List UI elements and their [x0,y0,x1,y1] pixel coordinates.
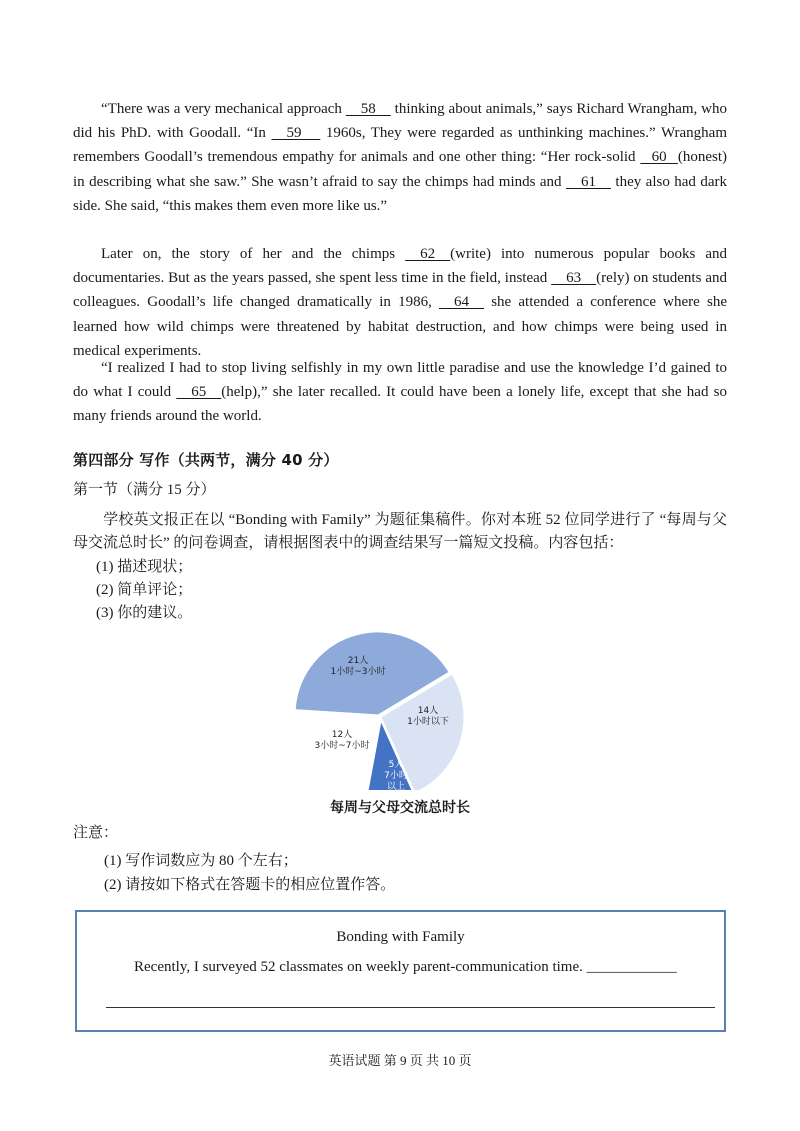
pie-range-label: 3小时~7小时 [314,741,370,751]
pie-range-label: 7小时 [384,771,408,781]
blank-61[interactable]: 61 [565,173,611,190]
text: (honest) in describing what she saw.” She wasn’t afraid to say the chimps had minds and [73,149,727,190]
pie-range-label: 1小时以下 [407,717,449,727]
text: thinking about animals,” says Richard Wrangham, who did his PhD. with Goodall. “In [73,101,727,142]
writing-prompt [73,509,727,555]
pie-count-label: 14人 [417,706,439,716]
answer-line[interactable] [106,1007,715,1008]
blank-59[interactable]: 59 [271,125,321,142]
prompt-text: 学校英文报正在以 “Bonding with Family” 为题征集稿件。你对本班 52 位同学进行了 “每周与父母交流总时长” 的问卷调查，请根据图表中的调查结果写一篇短文投稿。内容包括： [73,512,727,551]
passage-paragraph-2 [73,242,727,363]
chart-title: 每周与父母交流总时长 [330,800,470,816]
text: Later on, the story of her and the chimps [101,246,406,262]
list-item: (1) 描述现状； [96,559,193,575]
text: (help),” she later recalled. It could have been a lonely life, except that she had so many friends around the world. [73,384,727,425]
blank-60[interactable]: 60 [640,149,678,166]
text: 1960s, They were regarded as unthinking machines.” Wrangham remembers Goodall’s tremendous empathy for animals and one other thing: “Her rock-solid [73,125,728,166]
list-item: (2) 简单评论； [96,582,193,598]
pie-count-label: 12人 [331,730,353,740]
pie-count-label: 5人 [388,760,404,770]
notes-title: 注意： [73,825,119,841]
pie-chart [290,620,470,790]
section-title: 第四部分 写作（共两节，满分 40 分） [73,451,339,469]
answer-box [75,910,726,1032]
text: they also had dark side. She said, “this makes them even more like us.” [73,173,727,214]
blank-58[interactable]: 58 [345,101,391,117]
opening-text: Recently, I surveyed 52 classmates on weekly parent-communication time. [134,959,587,975]
pie-chart-svg [290,620,470,790]
page-footer: 英语试题 第 9 页 共 10 页 [328,1053,472,1068]
text: (rely) on students and colleagues. Goodall’s life changed dramatically in 1986, [73,270,727,311]
blank-63[interactable]: 63 [551,270,597,287]
pie-count-label: 21人 [347,656,369,666]
list-item: (3) 你的建议。 [96,605,193,621]
note-item: (2) 请按如下格式在答题卡的相应位置作答。 [104,877,396,893]
text: (write) into numerous popular books and documentaries. But as the years passed, she spent less time in the field, instead [73,246,727,287]
blank-64[interactable]: 64 [439,294,485,311]
answer-box-title: Bonding with Family [336,929,465,945]
answer-opening [134,959,677,976]
blank-65[interactable]: 65 [176,384,222,401]
blank-62[interactable]: 62 [405,246,451,262]
pie-range-label: 以上 [386,782,406,790]
passage-paragraph-3 [73,356,727,429]
part-title: 第一节（满分 15 分） [73,482,216,498]
passage-paragraph-1 [73,97,727,218]
note-item: (1) 写作词数应为 80 个左右； [104,853,298,869]
text: “I realized I had to stop living selfishly in my own little paradise and use the knowledge I’d gained to do what I could [73,360,727,401]
answer-blank[interactable]: ____________ [586,959,677,975]
text: she attended a conference where she learned how wild chimps were threatened by habitat destruction, and how chimps were being used in medical experiments. [73,294,727,359]
pie-range-label: 1小时~3小时 [330,667,386,677]
text: “There was a very mechanical approach [101,101,346,117]
